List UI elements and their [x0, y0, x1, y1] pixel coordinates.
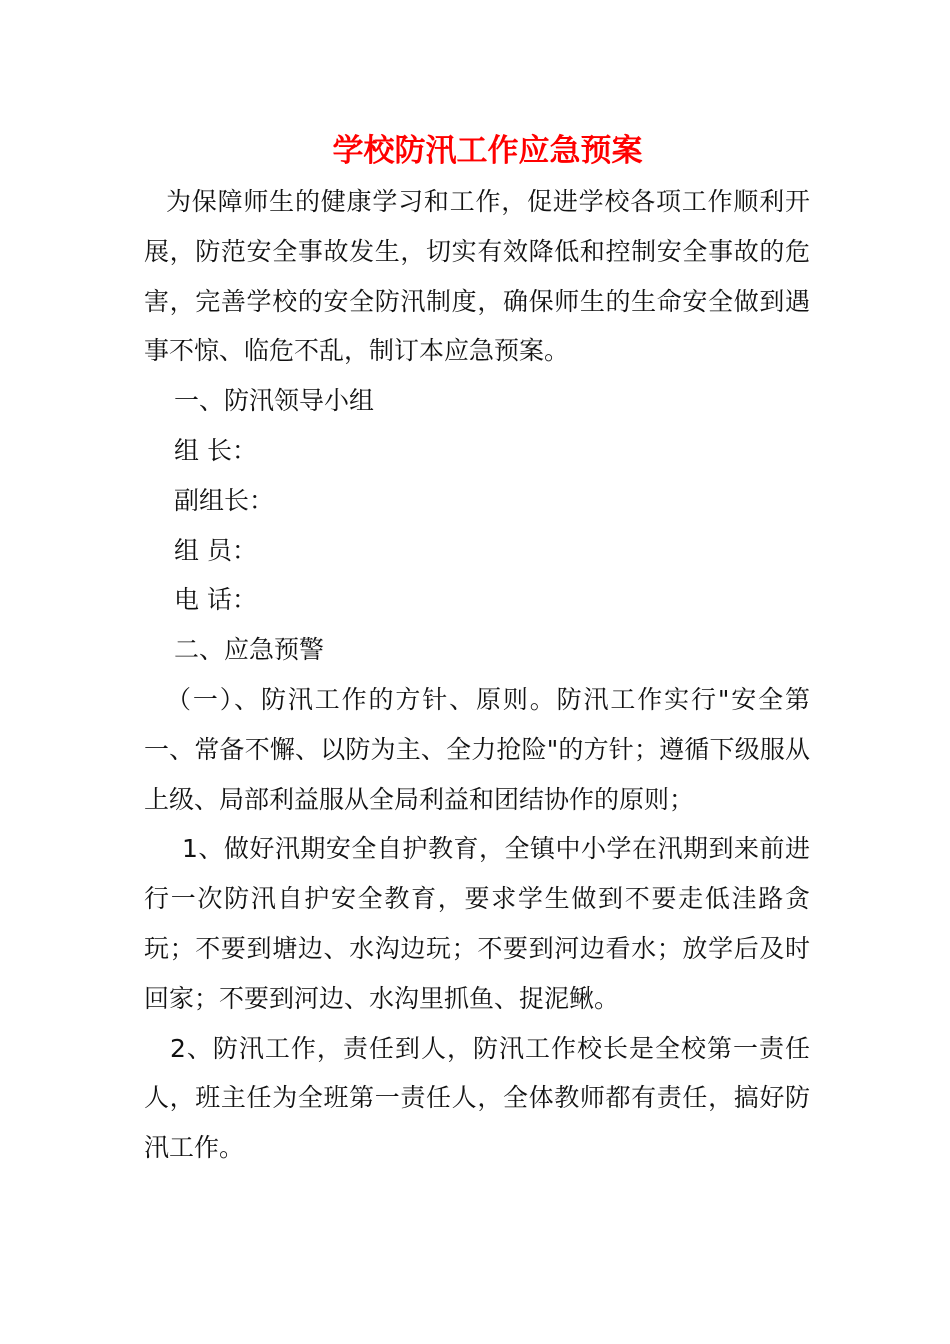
item-1-paragraph: 1、做好汛期安全自护教育，全镇中小学在汛期到来前进行一次防汛自护安全教育，要求学生做到不要走低洼路贪玩；不要到塘边、水沟边玩；不要到河边看水；放学后及时回家；不要到河边、水沟里抓鱼、捉泥鳅。 — [144, 834, 810, 1013]
item-2-paragraph: 2、防汛工作，责任到人，防汛工作校长是全校第一责任人，班主任为全班第一责任人，全体教师都有责任，搞好防汛工作。 — [144, 1033, 810, 1163]
principles-paragraph: （一）、防汛工作的方针、原则。防汛工作实行"安全第一、常备不懈、以防为主、全力抢险"的方针；遵循下级服从上级、局部利益服从全局利益和团结协作的原则； — [144, 684, 810, 814]
document-body — [144, 177, 810, 1173]
field-members: 组 员： — [174, 535, 257, 565]
field-phone: 电 话： — [174, 585, 257, 615]
field-deputy-leader: 副组长： — [174, 485, 275, 515]
section-heading-warning: 二、应急预警 — [174, 635, 325, 665]
intro-paragraph: 为保障师生的健康学习和工作，促进学校各项工作顺利开展，防范安全事故发生，切实有效降低和控制安全事故的危害，完善学校的安全防汛制度，确保师生的生命安全做到遇事不惊、临危不乱，制订本应急预案。 — [144, 187, 810, 366]
field-group-leader: 组 长： — [174, 435, 257, 465]
section-heading-leadership: 一、防汛领导小组 — [174, 386, 375, 416]
document-title: 学校防汛工作应急预案 — [332, 133, 643, 169]
